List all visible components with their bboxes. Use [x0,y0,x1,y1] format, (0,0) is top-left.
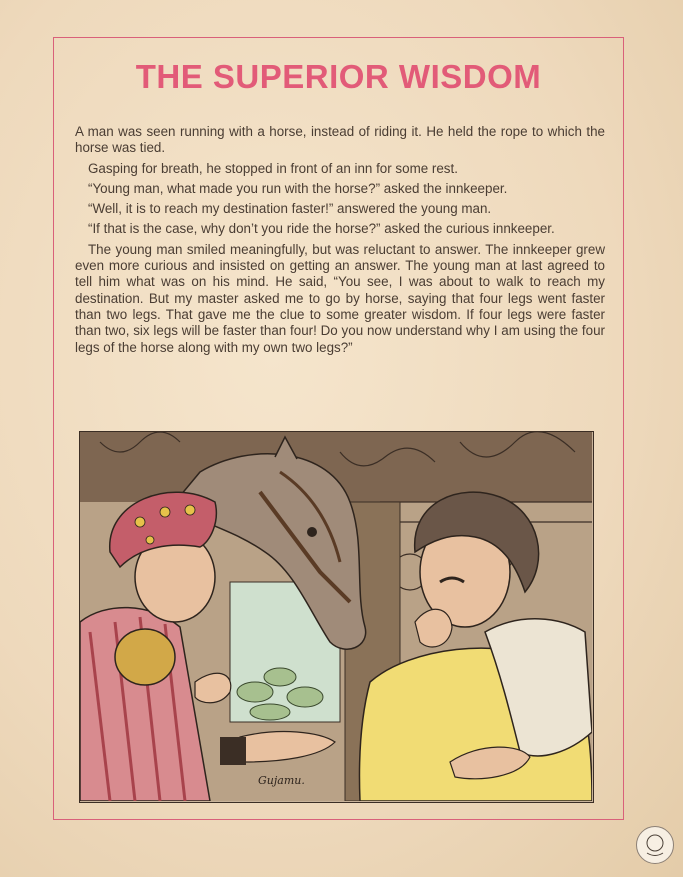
story-paragraph-6: The young man smiled meaningfully, but was reluctant to answer. The innkeeper grew even more curious and insisted on getting an answer. The young man at last agreed to tell him what was on his mind. He said, “You see, I was about to walk to reach my destination. But my master asked me to go by horse, saying that four legs went faster than two legs. That gave me the clue to some greater wisdom. If four legs were faster than two, six legs will be faster than four! Do you now understand why I am using the four legs of the horse along with my own two legs?” [75,241,605,355]
corner-logo-icon [636,826,674,864]
story-paragraph-5: “If that is the case, why don’t you ride the horse?” asked the curious innkeeper. [88,221,555,237]
story-paragraph-4: “Well, it is to reach my destination faster!” answered the young man. [88,201,492,217]
story-paragraph-2: Gasping for breath, he stopped in front of an inn for some rest. [88,160,458,176]
story-paragraph-1: A man was seen running with a horse, instead of riding it. He held the rope to which the horse was tied. [75,124,605,156]
story-illustration [79,431,594,803]
story-paragraph-3: “Young man, what made you run with the horse?” asked the innkeeper. [88,180,508,196]
artist-signature: Gujamu. [258,774,305,787]
story-title: THE SUPERIOR WISDOM [135,58,542,95]
illustration-drawing [80,432,592,801]
story-text [75,124,605,360]
